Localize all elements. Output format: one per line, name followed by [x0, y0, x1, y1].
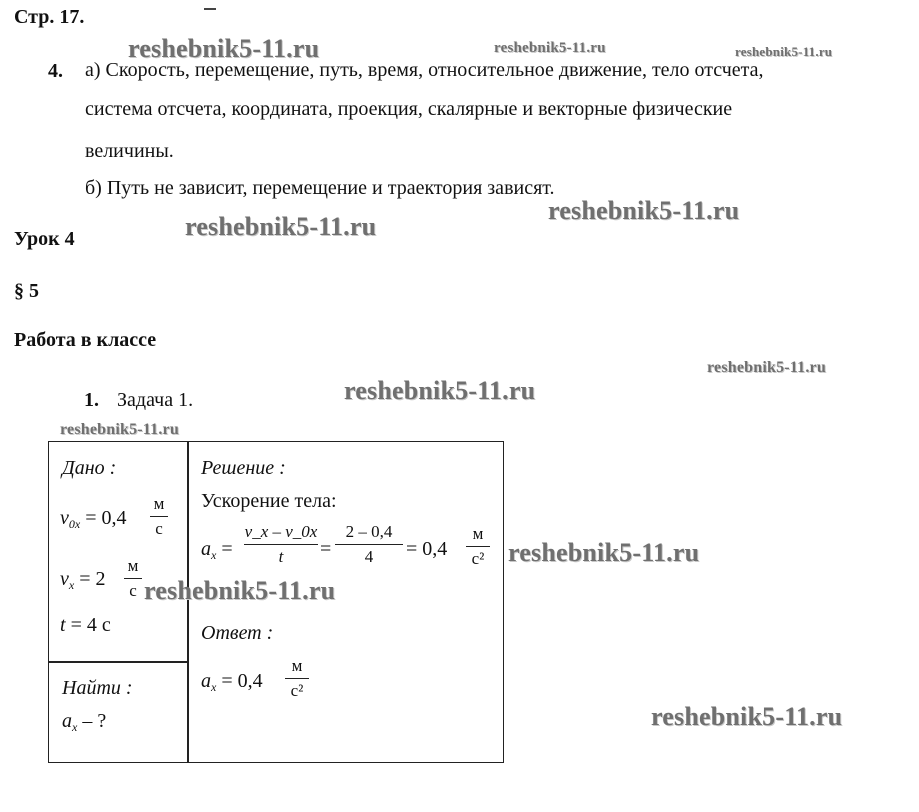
section-heading: § 5: [14, 280, 39, 302]
solution-fraction-symbolic: v_x – v_0x t: [244, 522, 318, 567]
watermark: reshebnik5-11.ru: [707, 359, 826, 376]
answer-label: Ответ :: [201, 622, 274, 644]
solution-fraction-numeric: 2 – 0,4 4: [335, 522, 403, 567]
problem-number: 1.: [84, 389, 99, 411]
watermark: reshebnik5-11.ru: [494, 40, 606, 56]
solution-unit: м с²: [466, 524, 490, 569]
watermark: reshebnik5-11.ru: [651, 702, 843, 731]
equals-sign: =: [320, 538, 332, 560]
watermark: reshebnik5-11.ru: [548, 196, 740, 225]
task4-line-a2: система отсчета, координата, проекция, скалярные и векторные физические: [85, 98, 733, 120]
given-vx-unit: м с: [124, 556, 142, 601]
answer-unit: м с²: [285, 656, 309, 701]
task-number: 4.: [48, 60, 63, 82]
lesson-heading: Урок 4: [14, 228, 75, 250]
solution-result: = 0,4: [406, 538, 448, 560]
given-label: Дано :: [62, 457, 117, 479]
solution-label: Решение :: [201, 457, 286, 479]
given-v0x-unit: м с: [150, 494, 168, 539]
watermark: reshebnik5-11.ru: [735, 44, 833, 59]
watermark: reshebnik5-11.ru: [144, 576, 336, 605]
task4-line-a1: а) Скорость, перемещение, путь, время, относительное движение, тело отсчета,: [85, 59, 764, 81]
table-divider-horizontal: [48, 661, 188, 663]
watermark: reshebnik5-11.ru: [128, 34, 320, 63]
find-expr: $a_x$ – ?: [62, 710, 107, 734]
dash-mark: [204, 8, 216, 10]
page-reference: Стр. 17.: [14, 6, 85, 28]
watermark: reshebnik5-11.ru: [185, 212, 377, 241]
problem-title: Задача 1.: [117, 389, 194, 411]
task4-line-a3: величины.: [85, 140, 174, 162]
task4-line-b: б) Путь не зависит, перемещение и траектория зависят.: [85, 177, 555, 199]
given-vx: $v_x = 2$: [60, 568, 106, 592]
given-t: t = 4 с: [60, 614, 111, 636]
given-v0x: $v_{0x} = 0,4$: [60, 507, 127, 531]
answer-expr: $a_x = 0,4$: [201, 670, 263, 694]
find-label: Найти :: [62, 677, 133, 699]
classwork-heading: Работа в классе: [14, 329, 157, 351]
watermark: reshebnik5-11.ru: [344, 376, 536, 405]
solution-ax: $a_x$ =: [201, 538, 233, 562]
watermark: reshebnik5-11.ru: [60, 421, 179, 438]
watermark: reshebnik5-11.ru: [508, 538, 700, 567]
solution-text: Ускорение тела:: [201, 490, 337, 512]
